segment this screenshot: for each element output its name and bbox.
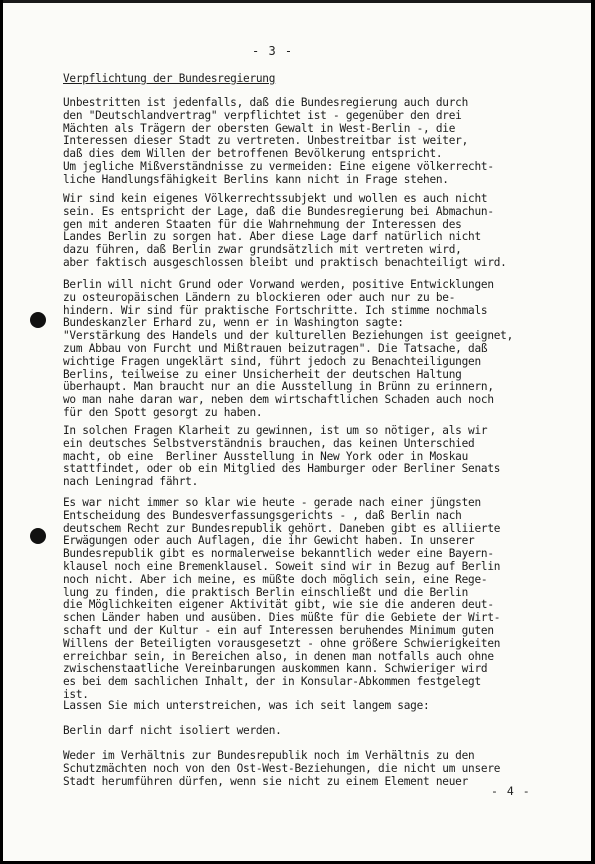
text-line: Bundesrepublik gibt es normalerweise bekanntlich weder eine Bayern-: [63, 547, 494, 561]
text-line: ein deutsches Selbstverständnis brauchen, das keinen Unterschied: [63, 436, 475, 450]
text-line: noch nicht. Aber ich meine, es müßte doch möglich sein, eine Rege-: [63, 572, 488, 586]
page-number: - 3 -: [252, 44, 294, 58]
text-line: wichtige Fragen ungeklärt sind, führt jedoch zu Benachteiligungen: [63, 354, 481, 368]
text-line: Erwägungen oder auch Auflagen, die ihr Gewicht haben. In unserer: [63, 534, 475, 548]
text-line: die Möglichkeiten eigener Aktivität gibt, wie sie die anderen deut-: [63, 598, 494, 612]
text-line: Schutzmächten noch von den Ost-West-Beziehungen, die nicht um unsere: [63, 761, 501, 775]
text-line: deutschem Recht zur Bundesrepublik gehört. Daneben gibt es alliierte: [63, 521, 501, 535]
text-line: wo man nahe daran war, neben dem wirtschaftlichen Schaden auch noch: [63, 393, 494, 407]
text-line: Entscheidung des Bundesverfassungsgerichts - , daß Berlin nach: [63, 508, 462, 522]
text-line: gen mit anderen Staaten für die Wahrnehmung der Interessen des: [63, 217, 462, 231]
text-line: Unbestritten ist jedenfalls, daß die Bundesregierung auch durch: [63, 96, 469, 109]
punch-hole-upper: [30, 312, 46, 328]
text-line: Interessen dieser Stadt zu vertreten. Unbestreitbar ist weiter,: [63, 134, 469, 148]
text-line: erreichbar sein, in Bereichen also, in denen man notfalls auch ohne: [63, 649, 494, 663]
text-line: klausel noch eine Bremenklausel. Soweit sind wir in Bezug auf Berlin: [63, 559, 501, 573]
text-line: Berlin will nicht Grund oder Vorwand werden, positive Entwicklungen: [63, 278, 494, 291]
paragraph-5: [63, 497, 563, 702]
text-line: Stadt herumführen dürfen, wenn sie nicht zu einem Element neuer: [63, 774, 469, 788]
paragraph-1: [63, 97, 563, 187]
next-page-marker: - 4 -: [491, 784, 531, 798]
text-line: nach Leningrad fährt.: [63, 475, 199, 489]
scan-border-right: [591, 0, 595, 864]
text-line: Lassen Sie mich unterstreichen, was ich seit langem sage:: [63, 699, 430, 712]
text-line: hindern. Wir sind für praktische Fortschritte. Ich stimme nochmals: [63, 303, 488, 317]
text-line: macht, ob eine Berliner Ausstellung in New York oder in Moskau: [63, 449, 469, 463]
punch-hole-lower: [30, 528, 46, 544]
text-line: ist.: [63, 687, 89, 701]
text-line: liche Handlungsfähigkeit Berlins kann nicht in Frage stehen.: [63, 172, 449, 186]
text-line: daß dies dem Willen der betroffenen Bevölkerung entspricht.: [63, 147, 443, 161]
text-line: stattfindet, oder ob ein Mitglied des Hamburger oder Berliner Senats: [63, 462, 501, 476]
text-line: den "Deutschlandvertrag" verpflichtet ist - gegenüber den drei: [63, 108, 462, 122]
text-line: es bei dem sachlichen Inhalt, der in Konsular-Abkommen festgelegt: [63, 675, 481, 689]
text-line: für den Spott gesorgt zu haben.: [63, 405, 263, 419]
text-line: Weder im Verhältnis zur Bundesrepublik noch im Verhältnis zu den: [63, 749, 475, 762]
text-line: überhaupt. Man braucht nur an die Ausstellung in Brünn zu erinnern,: [63, 380, 494, 394]
text-line: Wir sind kein eigenes Völkerrechtssubjekt und wollen es auch nicht: [63, 192, 488, 205]
text-line: zu osteuropäischen Ländern zu blockieren oder auch nur zu be-: [63, 290, 456, 304]
text-line: schen Länder haben und ausüben. Dies müßte für die Gebiete der Wirt-: [63, 611, 501, 625]
text-line: zwischenstaatliche Vereinbarungen auskommen kann. Schwieriger wird: [63, 662, 488, 676]
text-line: Um jegliche Mißverständnisse zu vermeiden: Eine eigene völkerrecht-: [63, 159, 494, 173]
text-line: lung zu finden, die praktisch Berlin einschließt und die Berlin: [63, 585, 469, 599]
text-line: dazu führen, daß Berlin zwar grundsätzlich mit vertreten wird,: [63, 243, 462, 257]
text-line: "Verstärkung des Handels und der kulturellen Beziehungen ist geeignet,: [63, 329, 514, 343]
paragraph-3: [63, 279, 563, 420]
paragraph-8: [63, 750, 563, 788]
text-line: Willens der Beteiligten vorausgesetzt - ohne größere Schwierigkeiten: [63, 636, 501, 650]
paragraph-7: [63, 725, 563, 738]
text-line: Berlin darf nicht isoliert werden.: [63, 724, 282, 737]
paragraph-2: [63, 193, 563, 270]
text-line: In solchen Fragen Klarheit zu gewinnen, ist um so nötiger, als wir: [63, 424, 488, 437]
text-line: Berlins, teilweise zu einer Unsicherheit der deutschen Haltung: [63, 367, 462, 381]
text-line: schaft und der Kultur - ein auf Interessen beruhendes Minimum guten: [63, 623, 494, 637]
text-line: aber faktisch ausgeschlossen bleibt und praktisch benachteiligt wird.: [63, 255, 507, 269]
paragraph-4: [63, 425, 563, 489]
text-line: Bundeskanzler Erhard zu, wenn er in Washington sagte:: [63, 316, 404, 330]
text-line: sein. Es entspricht der Lage, daß die Bundesregierung bei Abmachun-: [63, 204, 494, 218]
text-line: Landes Berlin zu sorgen hat. Aber diese Lage darf natürlich nicht: [63, 230, 481, 244]
text-line: zum Abbau von Furcht und Mißtrauen beizutragen". Die Tatsache, daß: [63, 341, 488, 355]
paragraph-6: [63, 700, 563, 713]
section-heading: Verpflichtung der Bundesregierung: [63, 72, 276, 85]
text-line: Mächten als Trägern der obersten Gewalt in West-Berlin -, die: [63, 121, 456, 135]
text-line: Es war nicht immer so klar wie heute - gerade nach einer jüngsten: [63, 496, 481, 509]
